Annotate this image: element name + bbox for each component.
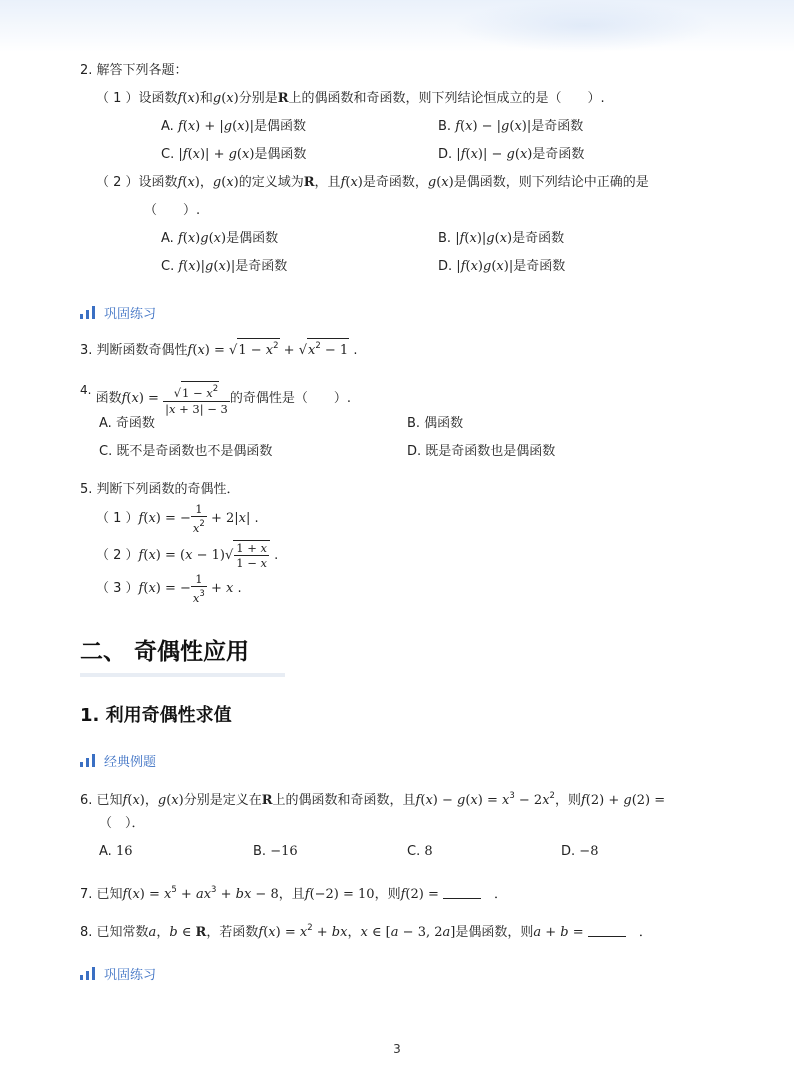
section-underline xyxy=(80,673,285,677)
q6-option-b: B. −16 xyxy=(253,844,298,859)
practice-heading xyxy=(80,964,156,983)
q6-option-c: C. 8 xyxy=(407,844,433,859)
q4-option-a: A. 奇函数 xyxy=(99,416,155,431)
bar-chart-icon xyxy=(80,754,96,767)
bar-chart-icon xyxy=(80,306,96,319)
q6-option-a: A. 16 xyxy=(99,844,133,859)
practice-title: 巩固练习 xyxy=(104,307,157,322)
q5-part2: （ 2 ）f(x) = (x − 1)√ $\frac{1 + x}{1 - x}$ . xyxy=(96,541,279,570)
q2-p2-option-b: B. |f(x)|g(x)是奇函数 xyxy=(438,231,565,246)
q2-part2: （ 2 ）设函数f(x)，g(x)的定义域为R，且f(x)是奇函数，g(x)是偶函数，则下列结论中正确的是 xyxy=(96,175,649,190)
q5-part3: （ 3 ）f(x) = − $\frac{1}{x^3}$ + x . xyxy=(96,572,242,605)
q4-option-d: D. 既是奇函数也是偶函数 xyxy=(407,444,556,459)
q2-part1: （ 1 ）设函数f(x)和g(x)分别是R上的偶函数和奇函数，则下列结论恒成立的是（ ）. xyxy=(96,91,605,106)
q3: 3. 判断函数奇偶性$f(x) = √1 - x^2 + √x^2 - 1$ . xyxy=(80,338,357,361)
header-band xyxy=(0,0,794,52)
page-number: 3 xyxy=(393,1042,401,1056)
q2-part2-paren: （ ）. xyxy=(144,203,201,218)
q5-part1: （ 1 ）f(x) = − $\frac{1}{x^2}$ + 2|x| . xyxy=(96,502,259,535)
examples-title: 经典例题 xyxy=(104,755,157,770)
q5-stem: 5. 判断下列函数的奇偶性． xyxy=(80,482,240,497)
answer-blank xyxy=(443,886,481,899)
section-heading: 二、 奇偶性应用 xyxy=(80,639,250,665)
q6: 6. 已知f(x)，g(x)分别是定义在R上的偶函数和奇函数，且$f(x) - g(x) = x^3 - 2x^2$，则f(2) + g(2) = xyxy=(80,791,666,808)
q4-option-c: C. 既不是奇函数也不是偶函数 xyxy=(99,444,273,459)
q2-p2-option-d: D. |f(x)g(x)|是奇函数 xyxy=(438,259,566,274)
practice-heading xyxy=(80,303,156,322)
q4-option-b: B. 偶函数 xyxy=(407,416,464,431)
q2-p1-option-b: B. f(x) − |g(x)|是奇函数 xyxy=(438,119,584,134)
bar-chart-icon xyxy=(80,967,96,980)
q6-option-d: D. −8 xyxy=(561,844,599,859)
answer-blank xyxy=(588,924,626,937)
q2-p1-option-c: C. |f(x)| + g(x)是偶函数 xyxy=(161,147,307,162)
q8: 8. 已知常数a，b ∈ R，若函数$f(x) = x^2$ + bx，x ∈ [a − 3, 2a]是偶函数，则a + b = ． xyxy=(80,923,652,940)
subsection-heading: 1. 利用奇偶性求值 xyxy=(80,705,232,726)
q6-paren: （ ）． xyxy=(99,816,145,831)
practice-title: 巩固练习 xyxy=(104,968,157,983)
q4: 4. 函数f(x) = $\frac{√1 - x^2}{|x + 3| - 3}$ 的奇偶性是（ ）. xyxy=(80,383,351,416)
q7: 7. 已知$f(x) = x^5 + ax^3$ + bx − 8，且f(−2) = 10，则f(2) = ． xyxy=(80,885,508,902)
q2-p1-option-d: D. |f(x)| − g(x)是奇函数 xyxy=(438,147,585,162)
q2-stem: 2. 解答下列各题： xyxy=(80,63,188,78)
q2-p1-option-a: A. f(x) + |g(x)|是偶函数 xyxy=(161,119,306,134)
q2-p2-option-c: C. f(x)|g(x)|是奇函数 xyxy=(161,259,288,274)
examples-heading xyxy=(80,751,156,770)
q2-p2-option-a: A. f(x)g(x)是偶函数 xyxy=(161,231,279,246)
